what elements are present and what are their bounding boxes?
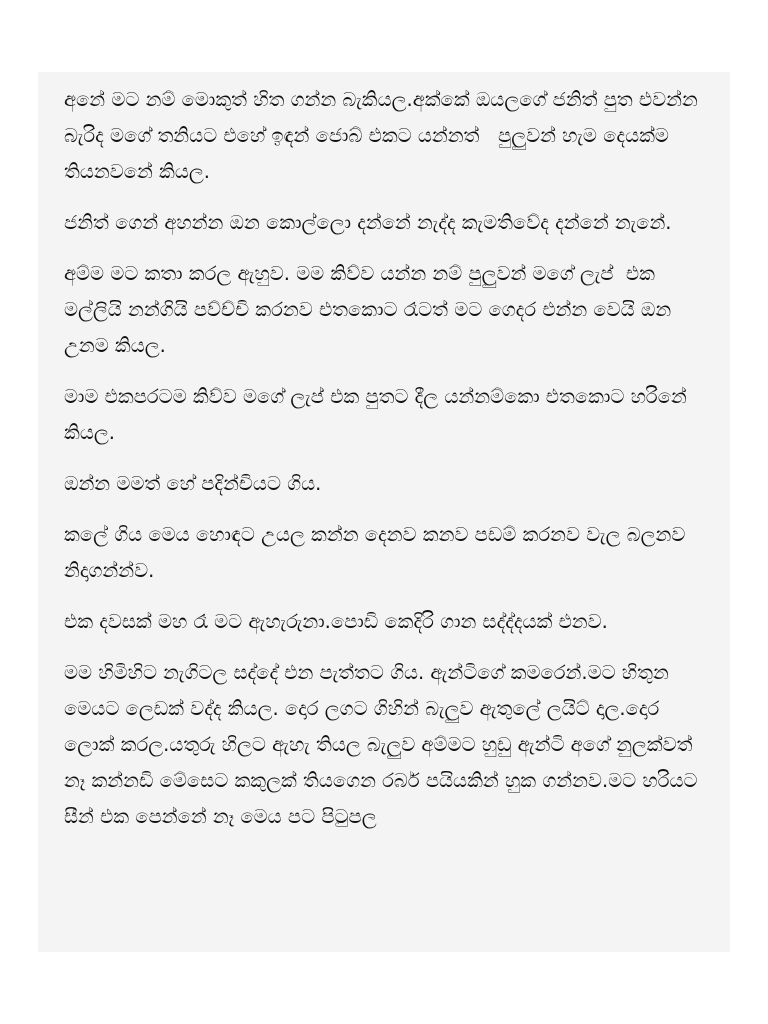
paragraph: ජනිත් ගෙන් අහන්න ඔන කොල්ලො දන්නේ නැද්ද කැමතිවේද දන්නේ නැනේ. [64, 211, 672, 234]
paragraph: ඔන්න මමත් හේ පදින්චියට ගිය. [64, 472, 322, 495]
paragraph: මාම එකපරටම කිව්ව මගේ ලැප් එක පුතට දීල යන්නම්කො එතකොට හරිනේ කියල. [64, 385, 694, 444]
paragraph: එක දවසක් මහ රෑ මට ඇහැරුනා.පොඩි කෙදිරි ගාන සද්ද්දයක් එනව. [64, 610, 608, 633]
paragraph: කලේ ගිය මෙය හොඳට උයල කන්න දෙනව කනව පඩම් කරනව වැල බලනව නිදාගන්න්ව. [64, 523, 692, 582]
document-page [38, 72, 730, 952]
paragraph: මම හිමිහිට නැගිටල සද්දේ එන පැත්තට ගිය. ඇන්ටිගේ කමරෙන්.මට හිතුන මෙයට ලෙඩක් වද්ද කියල. දොර ලගට ගිහින් බැලුව ඇතුලේ ලයිට් දාල.දොර ලොක් කරල.යතුරු හිලට ඇහැ තියල බැලුව අම්මට හුඩු ඇන්ටි අගේ නුලක්වත් නෑ කන්නඩි මේසෙට කකුලක් තියගෙන රබර් පයියකින් හුක ගන්නව.මට හරියට සීන් එක පෙන්නේ නෑ මෙය පට පිටුපල [64, 661, 704, 828]
paragraph: අනේ මට නම් මොකුත් හිත ගන්න බැකියල.අක්කේ ඔයලගේ ජනිත් පුත එවන්න බැරිද මගේ තනියට එහේ ඉඳන් ජොබ් එකට යන්නත් පුලුවන් හැම දෙයක්ම තියනවනේ කියල. [64, 88, 705, 183]
paragraph: අම්ම මට කතා කරල ඇහුව. මම කිව්ව යන්න නම් පුලුවන් මගේ ලැප් එක මල්ලියි නන්ගියි පව්ච්චි කරනව එතකොට රෑටත් මට ගෙදර එන්න වෙයි ඔන උනම කියල. [64, 262, 678, 357]
